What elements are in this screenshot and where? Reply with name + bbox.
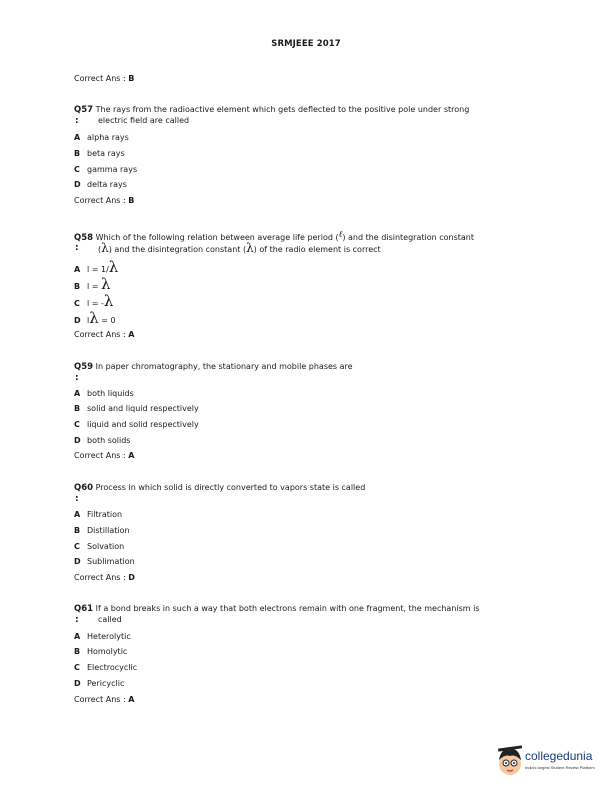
option-text: beta rays <box>87 149 125 158</box>
collegedunia-logo[interactable] <box>497 744 607 778</box>
option-b <box>74 526 130 536</box>
option-b <box>74 149 125 159</box>
question-text: Process in which solid is directly converted to vapors state is called <box>95 483 366 492</box>
question-colon: : <box>75 373 79 383</box>
correct-answer-value: B <box>128 74 135 83</box>
option-b <box>74 404 199 414</box>
option-text: l = - <box>87 299 104 308</box>
question-number: Q59 <box>74 362 94 372</box>
option-text: solid and liquid respectively <box>87 404 199 413</box>
correct-answer-value: B <box>128 196 135 205</box>
question-q57-line1 <box>74 105 469 115</box>
question-colon: : <box>75 615 79 625</box>
option-d <box>74 557 135 567</box>
option-letter: D <box>74 557 81 566</box>
question-number: Q58 <box>74 233 94 243</box>
option-letter: D <box>74 180 81 189</box>
mascot-icon <box>497 744 523 776</box>
correct-answer-label: Correct Ans : <box>74 451 126 460</box>
option-text: Filtration <box>87 510 123 519</box>
option-text: both solids <box>87 436 131 445</box>
option-text: liquid and solid respectively <box>87 420 199 429</box>
option-letter: B <box>74 282 81 291</box>
option-d <box>74 180 127 190</box>
option-letter: A <box>74 510 81 519</box>
option-text: Electrocyclic <box>87 663 138 672</box>
question-text-cont: (λ) and the disintegration constant (λ) of the radio element is correct <box>98 241 381 255</box>
option-b <box>74 647 127 657</box>
option-letter: A <box>74 389 81 398</box>
question-text: ) and the disintegration constant ( <box>108 245 247 254</box>
option-letter: C <box>74 165 80 174</box>
lambda-symbol: λ <box>101 241 109 255</box>
option-c <box>74 292 114 310</box>
option-letter: C <box>74 299 80 308</box>
question-q57-line2 <box>74 116 189 126</box>
option-letter: C <box>74 663 80 672</box>
option-c <box>74 420 199 430</box>
option-text: l = <box>87 282 102 291</box>
correct-answer-label: Correct Ans : <box>74 330 126 339</box>
question-q58-line1 <box>74 230 474 243</box>
option-text: gamma rays <box>87 165 138 174</box>
correct-answer-line <box>74 695 134 705</box>
option-text: Solvation <box>87 542 125 551</box>
option-letter: D <box>74 436 81 445</box>
question-colon: : <box>75 494 79 504</box>
option-letter: D <box>74 316 81 325</box>
logo-name: collegedunia <box>525 749 593 763</box>
option-letter: A <box>74 133 81 142</box>
question-text: In paper chromatography, the stationary and mobile phases are <box>95 362 353 371</box>
question-number: Q61 <box>74 604 94 614</box>
question-q60-line1 <box>74 483 365 493</box>
correct-answer-value: A <box>128 330 135 339</box>
option-text: delta rays <box>87 180 127 189</box>
question-q61-line2 <box>74 615 122 625</box>
correct-answer-line <box>74 573 135 583</box>
correct-answer-line <box>74 330 134 340</box>
ell-symbol: ℓ <box>338 230 343 240</box>
option-a <box>74 632 131 642</box>
option-letter: B <box>74 404 81 413</box>
option-text: alpha rays <box>87 133 129 142</box>
lambda-symbol: λ <box>108 258 119 276</box>
option-letter: A <box>74 632 81 641</box>
correct-answer-line <box>74 74 134 84</box>
option-a <box>74 133 129 143</box>
question-text: Which of the following relation between average life period ( <box>95 233 339 242</box>
option-letter: C <box>74 420 80 429</box>
option-letter: B <box>74 149 81 158</box>
option-c <box>74 663 137 673</box>
question-number: Q60 <box>74 483 94 493</box>
question-text-cont: called <box>98 615 122 624</box>
page-title: SRMJEEE 2017 <box>271 39 341 49</box>
question-q58-line2 <box>74 243 381 255</box>
question-colon: : <box>75 243 79 253</box>
question-number: Q57 <box>74 105 94 115</box>
lambda-symbol: λ <box>246 241 254 255</box>
question-colon: : <box>75 116 79 126</box>
question-text: ) and the disintegration constant <box>342 233 475 242</box>
correct-answer-label: Correct Ans : <box>74 74 126 83</box>
option-c <box>74 165 137 175</box>
option-text: l <box>87 316 90 325</box>
option-c <box>74 542 124 552</box>
question-q59-line1 <box>74 362 353 372</box>
lambda-symbol: λ <box>89 309 99 327</box>
correct-answer-line <box>74 196 134 206</box>
option-text: = 0 <box>98 316 116 325</box>
question-q61-line1 <box>74 604 480 614</box>
correct-answer-value: A <box>128 695 135 704</box>
option-letter: C <box>74 542 80 551</box>
correct-answer-label: Correct Ans : <box>74 196 126 205</box>
logo-tagline: India's largest Student Review Platform <box>525 765 595 770</box>
option-letter: A <box>74 265 81 274</box>
option-d <box>74 309 116 327</box>
option-d <box>74 679 124 689</box>
correct-answer-line <box>74 451 134 461</box>
lambda-symbol: λ <box>101 275 111 293</box>
lambda-symbol: λ <box>103 292 114 310</box>
option-text: Homolytic <box>87 647 128 656</box>
correct-answer-label: Correct Ans : <box>74 573 126 582</box>
correct-answer-label: Correct Ans : <box>74 695 126 704</box>
option-text: Sublimation <box>87 557 135 566</box>
option-text: l = 1/ <box>87 265 109 274</box>
option-b <box>74 275 111 293</box>
option-a <box>74 258 119 276</box>
option-letter: B <box>74 647 81 656</box>
option-text: Heterolytic <box>87 632 131 641</box>
question-text: ) of the radio element is correct <box>253 245 381 254</box>
option-d <box>74 436 130 446</box>
option-letter: D <box>74 679 81 688</box>
option-a <box>74 510 122 520</box>
correct-answer-value: A <box>128 451 135 460</box>
question-text: If a bond breaks in such a way that both electrons remain with one fragment, the mechanism is <box>95 604 480 613</box>
option-letter: B <box>74 526 81 535</box>
question-text: The rays from the radioactive element which gets deflected to the positive pole under strong <box>95 105 470 114</box>
option-a <box>74 389 134 399</box>
option-text: Pericyclic <box>87 679 125 688</box>
correct-answer-value: D <box>128 573 135 582</box>
question-text-cont: electric field are called <box>98 116 190 125</box>
option-text: both liquids <box>87 389 134 398</box>
option-text: Distillation <box>87 526 130 535</box>
